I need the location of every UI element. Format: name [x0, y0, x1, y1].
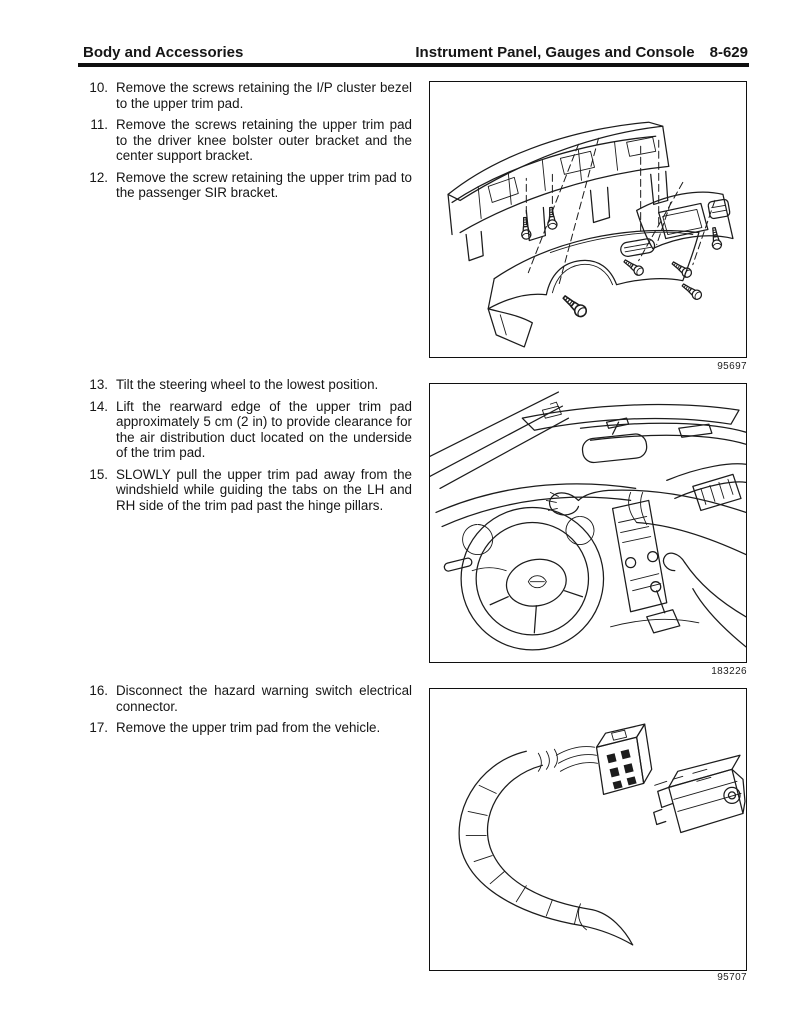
- figure-number: 95707: [717, 972, 747, 983]
- second-arm: [663, 553, 746, 647]
- hazard-switch-connector-figure: [430, 689, 746, 970]
- harness-connector: [597, 724, 652, 794]
- figure-frame-trim-pad-removal: [429, 383, 747, 663]
- step-number: 17.: [89, 720, 108, 735]
- upper-trim-pad: [488, 231, 699, 347]
- instrument-panel-exploded-figure: [430, 82, 746, 357]
- steering-wheel: [443, 507, 603, 649]
- step-item: [83, 399, 412, 461]
- page-number: 8-629: [709, 44, 748, 61]
- step-number: 11.: [90, 117, 108, 132]
- step-number: 13.: [89, 377, 108, 392]
- hazard-switch-body: [654, 755, 745, 832]
- cluster-bezel: [620, 192, 733, 257]
- step-text: Remove the screw retaining the upper trim pad to the passenger SIR bracket.: [116, 169, 412, 200]
- dash-top-curves: [436, 464, 746, 527]
- step-item: [83, 683, 412, 714]
- step-text: Tilt the steering wheel to the lowest position.: [116, 377, 379, 392]
- procedure-steps-13-15: [83, 377, 412, 519]
- step-text: Disconnect the hazard warning switch electrical connector.: [116, 683, 412, 714]
- step-text: Remove the screws retaining the upper trim pad to the driver knee bolster outer bracket and the center support bracket.: [116, 117, 412, 163]
- ip-carrier-structure: [448, 122, 669, 260]
- step-number: 12.: [89, 169, 108, 185]
- header-chapter-group: [415, 44, 748, 61]
- header-rule: [78, 63, 749, 67]
- step-item: [83, 170, 412, 201]
- figure-frame-hazard-switch-connector: [429, 688, 747, 971]
- step-item: [83, 467, 412, 514]
- step-text: Remove the screws retaining the I/P cluster bezel to the upper trim pad.: [116, 80, 412, 111]
- step-number: 15.: [89, 466, 108, 482]
- wire-harness-tube: [459, 747, 633, 945]
- step-number: 10.: [89, 80, 108, 95]
- step-item: [83, 117, 412, 164]
- step-number: 16.: [89, 683, 108, 698]
- procedure-steps-10-12: [83, 80, 412, 207]
- leader-lines: [526, 138, 715, 286]
- figure-frame-trim-pad-screws: [429, 81, 747, 358]
- header-section-title: Body and Accessories: [83, 44, 244, 61]
- defroster-vent: [693, 474, 741, 510]
- procedure-steps-16-17: [83, 683, 412, 742]
- interior-trim-pad-removal-figure: [430, 384, 746, 662]
- step-item: [83, 80, 412, 111]
- page-header: [83, 44, 748, 61]
- step-text: SLOWLY pull the upper trim pad away from the windshield while guiding the tabs on the LH and RH side of the trim pad past the hinge pillars.: [116, 466, 412, 513]
- step-text: Remove the upper trim pad from the vehicle.: [116, 720, 381, 735]
- step-item: [83, 377, 412, 393]
- header-chapter-title: Instrument Panel, Gauges and Console: [415, 44, 695, 61]
- shifter: [611, 582, 699, 633]
- figure-number: 183226: [711, 666, 747, 677]
- step-number: 14.: [89, 398, 108, 414]
- step-text: Lift the rearward edge of the upper trim pad approximately 5 cm (2 in) to provide clearance for the air distribution duct located on the underside of the trim pad.: [116, 398, 412, 460]
- step-item: [83, 720, 412, 736]
- figure-number: 95697: [717, 361, 747, 372]
- screw-icons: [520, 207, 722, 319]
